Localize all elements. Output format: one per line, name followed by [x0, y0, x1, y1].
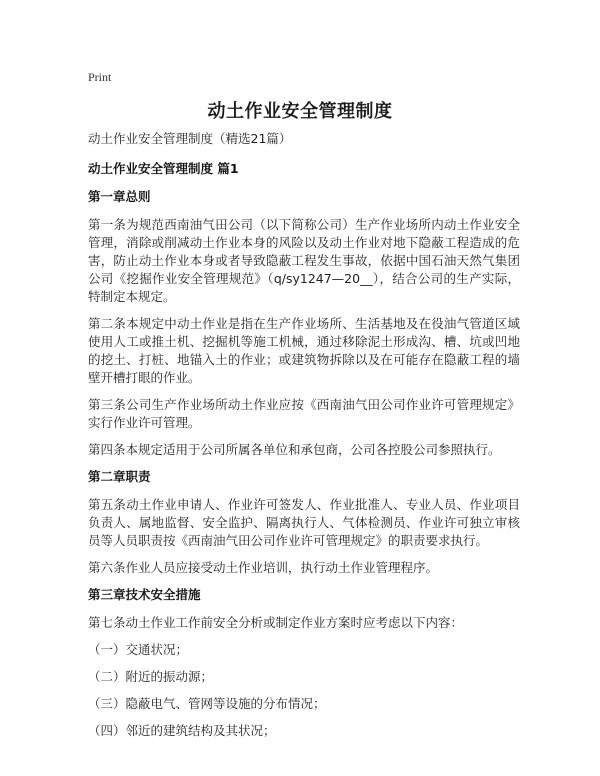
list-item: （四）邻近的建筑结构及其状况； — [88, 723, 276, 738]
chapter-3-heading: 第三章技术安全措施 — [88, 587, 201, 602]
paragraph: 第二条本规定中动土作业是指在生产作业场所、生活基地及在役油气管道区域使用人工或推土机、挖掘机等施工机械，通过移除泥土形成沟、槽、坑或凹地的挖土、打桩、地锚入土的作业；或建筑物拆除以及在可能存在隐蔽工程的墙壁开槽打眼的作业。 — [88, 316, 520, 385]
paragraph: 第六条作业人员应接受动土作业培训，执行动土作业管理程序。 — [88, 560, 439, 575]
document-subtitle: 动土作业安全管理制度（精选21篇） — [88, 131, 292, 146]
article-heading: 动土作业安全管理制度 篇1 — [88, 161, 239, 176]
list-item: （一）交通状况； — [88, 642, 189, 657]
paragraph: 第三条公司生产作业场所动土作业应按《西南油气田公司作业许可管理规定》实行作业许可管理。 — [88, 397, 520, 430]
paragraph: 第一条为规范西南油气田公司（以下简称公司）生产作业场所内动土作业安全管理，消除或削减动土作业本身的风险以及动土作业对地下隐蔽工程造成的危害，防止动土作业本身或者导致隐蔽工程发生事故，依据中国石油天然气集团公司《挖掘作业安全管理规范》（q/sy1247—20__），结合公司的生产实际，特制定本规定。 — [88, 217, 520, 304]
list-item: （二）附近的振动源； — [88, 669, 214, 684]
chapter-1-heading: 第一章总则 — [88, 189, 151, 204]
paragraph: 第五条动土作业申请人、作业许可签发人、作业批准人、专业人员、作业项目负责人、属地监督、安全监护、隔离执行人、气体检测员、作业许可独立审核员等人员职责按《西南油气田公司作业许可管理规定》的职责要求执行。 — [88, 497, 520, 548]
paragraph: 第四条本规定适用于公司所属各单位和承包商，公司各控股公司参照执行。 — [88, 442, 501, 457]
print-label: Print — [88, 70, 112, 84]
list-item: （三）隐蔽电气、管网等设施的分布情况； — [88, 696, 326, 711]
paragraph: 第七条动土作业工作前安全分析或制定作业方案时应考虑以下内容： — [88, 615, 464, 630]
document-title: 动土作业安全管理制度 — [207, 101, 393, 122]
chapter-2-heading: 第二章职责 — [88, 469, 151, 484]
document-body — [88, 130, 520, 749]
